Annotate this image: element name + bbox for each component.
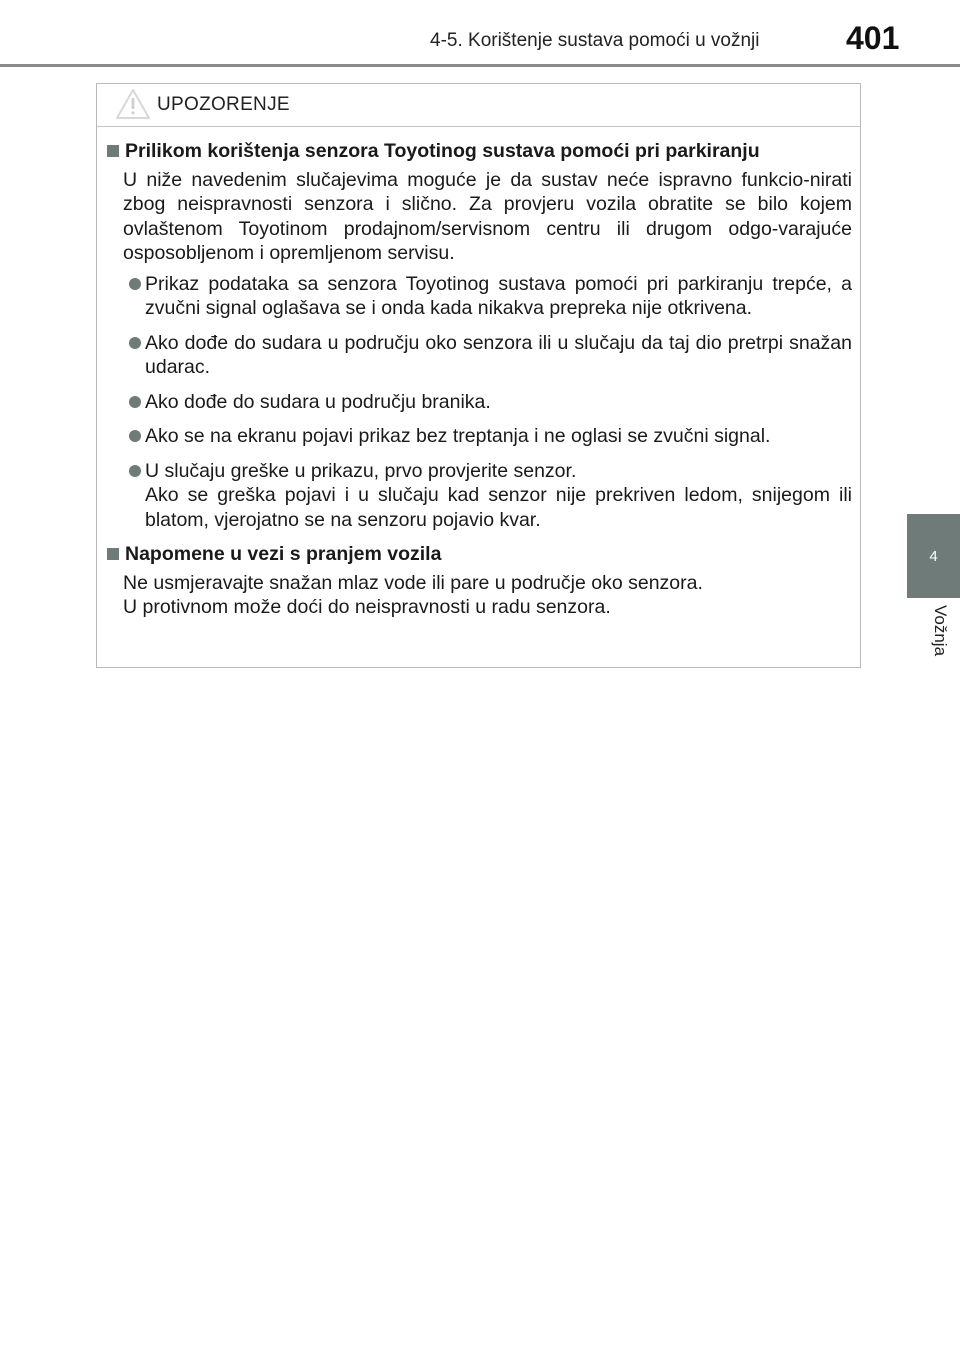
- list-item: Ako se na ekranu pojavi prikaz bez treptanja i ne oglasi se zvučni signal.: [107, 424, 852, 449]
- section-text: U niže navedenim slučajevima moguće je da sustav neće ispravno funkcio-nirati zbog neispravnosti senzora i slično. Za provjeru vozila obratite se bilo kojem ovlaštenom Toyotinom prodajnom/servisnom centru ili drugom odgo-varajuće osposobljenom i opremljenom servisu.: [123, 168, 852, 264]
- round-bullet-icon: [129, 337, 141, 349]
- warning-header: [97, 84, 860, 127]
- chapter-tab: [907, 514, 960, 598]
- warning-box: [96, 83, 861, 668]
- section-heading-car-wash: Napomene u vezi s pranjem vozila: [107, 542, 852, 567]
- page-number: 401: [846, 20, 900, 56]
- running-header-title: 4-5. Korištenje sustava pomoći u vožnji: [430, 30, 760, 51]
- chapter-number: 4: [929, 547, 938, 565]
- list-item: Prikaz podataka sa senzora Toyotinog sustava pomoći pri parkiranju trepće, a zvučni signal oglašava se i onda kada nikakva prepreka nije otkrivena.: [107, 272, 852, 321]
- round-bullet-icon: [129, 396, 141, 408]
- warning-triangle-icon: [115, 88, 151, 120]
- round-bullet-icon: [129, 430, 141, 442]
- square-bullet-icon: [107, 145, 119, 157]
- list-item: Ako dođe do sudara u području oko senzora ili u slučaju da taj dio pretrpi snažan udarac.: [107, 331, 852, 380]
- chapter-label: Vožnja: [931, 605, 950, 657]
- section-text: Ne usmjeravajte snažan mlaz vode ili pare u područje oko senzora. U protivnom može doći do neispravnosti u radu senzora.: [123, 571, 703, 618]
- header-divider: [0, 64, 960, 67]
- list-item: Ako dođe do sudara u području branika.: [107, 390, 852, 415]
- round-bullet-icon: [129, 465, 141, 477]
- warning-title: UPOZORENJE: [157, 94, 290, 115]
- round-bullet-icon: [129, 278, 141, 290]
- warning-body: [97, 127, 860, 620]
- section-heading-parking-sensor: Prilikom korištenja senzora Toyotinog sustava pomoći pri parkiranju: [107, 139, 852, 164]
- square-bullet-icon: [107, 548, 119, 560]
- list-item: U slučaju greške u prikazu, prvo provjerite senzor. Ako se greška pojavi i u slučaju kad senzor nije prekriven ledom, snijegom ili blatom, vjerojatno se na senzoru pojavio kvar.: [107, 459, 852, 533]
